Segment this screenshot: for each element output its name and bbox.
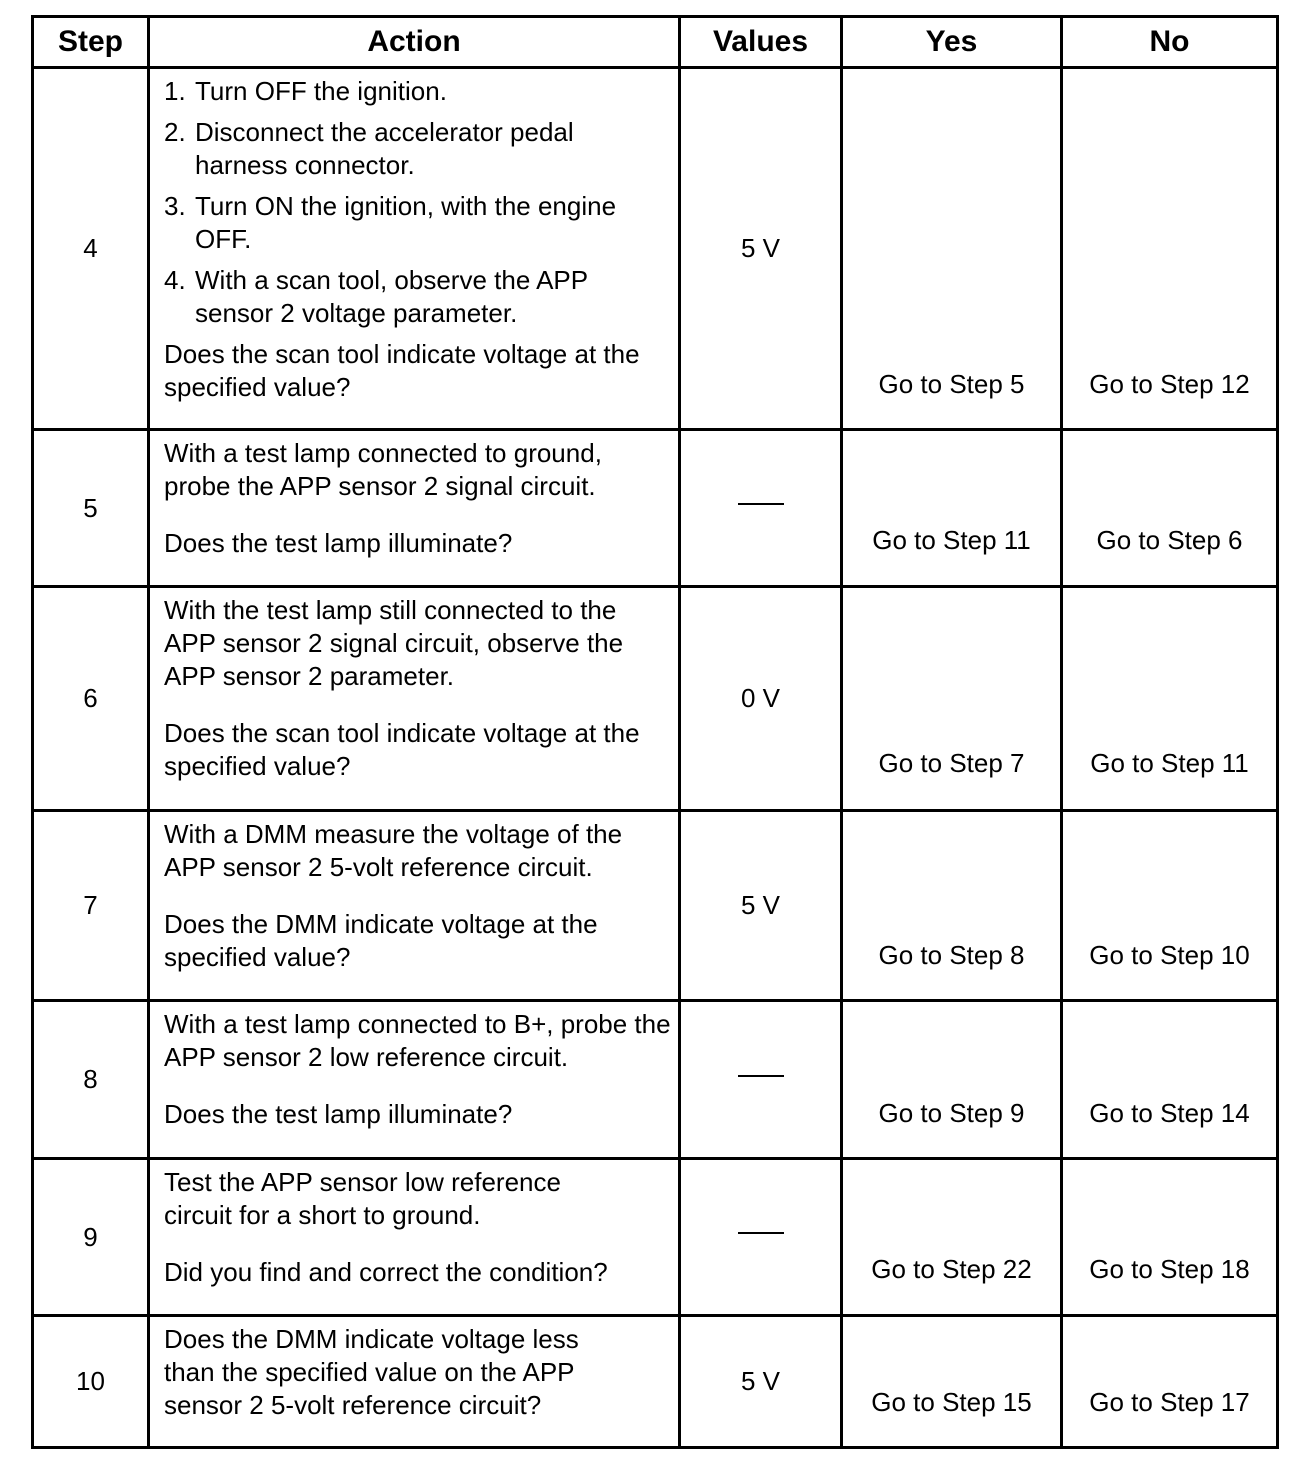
value-cell <box>678 1002 840 1157</box>
action-question: Does the scan tool indicate voltage at the specified value? <box>164 339 640 402</box>
table-row-step-4 <box>34 66 1276 428</box>
value-cell: 5 V <box>678 812 840 999</box>
no-cell: Go to Step 17 <box>1060 1317 1276 1446</box>
action-cell <box>147 69 678 428</box>
header-yes: Yes <box>840 18 1060 66</box>
yes-cell: Go to Step 8 <box>840 812 1060 999</box>
action-question: Does the test lamp illuminate? <box>164 1099 513 1129</box>
no-cell: Go to Step 11 <box>1060 588 1276 809</box>
header-values: Values <box>678 18 840 66</box>
action-text: With a test lamp connected to B+, probe the APP sensor 2 low reference circuit. <box>164 1009 671 1072</box>
step-number: 9 <box>83 1221 98 1252</box>
table-row-step-10 <box>34 1314 1276 1446</box>
empty-value-dash <box>738 1232 784 1234</box>
action-question: Does the test lamp illuminate? <box>164 528 513 558</box>
no-cell: Go to Step 14 <box>1060 1002 1276 1157</box>
value-cell <box>678 1160 840 1314</box>
step-number: 7 <box>83 890 98 920</box>
action-question: Does the scan tool indicate voltage at the specified value? <box>164 718 640 781</box>
value-cell: 0 V <box>678 588 840 809</box>
action-text: Test the APP sensor low reference circuit for a short to ground. <box>164 1167 561 1230</box>
yes-cell: Go to Step 9 <box>840 1002 1060 1157</box>
action-cell <box>147 1160 678 1314</box>
action-list-item: 2. Disconnect the accelerator pedal harness connector. <box>164 117 574 180</box>
value-cell <box>678 431 840 585</box>
table-row-step-6 <box>34 585 1276 809</box>
action-cell <box>147 1002 678 1157</box>
action-list-item: 3. Turn ON the ignition, with the engine OFF. <box>164 191 617 254</box>
table-row-step-9 <box>34 1157 1276 1314</box>
action-text: With the test lamp still connected to the APP sensor 2 signal circuit, observe the APP sensor 2 parameter. <box>164 595 624 691</box>
empty-value-dash <box>738 503 784 505</box>
yes-cell: Go to Step 11 <box>840 431 1060 585</box>
action-cell <box>147 1317 678 1446</box>
header-action: Action <box>147 18 678 66</box>
action-list-item: 1. Turn OFF the ignition. <box>164 76 447 106</box>
yes-cell: Go to Step 7 <box>840 588 1060 809</box>
step-number: 8 <box>83 1064 98 1094</box>
value-cell: 5 V <box>678 1317 840 1446</box>
action-text: With a DMM measure the voltage of the APP sensor 2 5-volt reference circuit. <box>164 819 623 882</box>
no-cell: Go to Step 6 <box>1060 431 1276 585</box>
yes-cell: Go to Step 22 <box>840 1160 1060 1314</box>
action-text: With a test lamp connected to ground, probe the APP sensor 2 signal circuit. <box>164 438 602 501</box>
action-cell <box>147 431 678 585</box>
table-row-step-7 <box>34 809 1276 999</box>
action-cell <box>147 588 678 809</box>
step-number: 5 <box>83 492 98 523</box>
no-cell: Go to Step 10 <box>1060 812 1276 999</box>
action-question: Did you find and correct the condition? <box>164 1257 608 1287</box>
action-cell <box>147 812 678 999</box>
table-row-step-8 <box>34 999 1276 1157</box>
no-cell: Go to Step 18 <box>1060 1160 1276 1314</box>
step-number: 4 <box>83 233 98 263</box>
action-text: Does the DMM indicate voltage less than the specified value on the APP sensor 2 5-volt reference circuit? <box>164 1324 579 1420</box>
step-number: 10 <box>76 1366 105 1396</box>
no-cell: Go to Step 12 <box>1060 69 1276 428</box>
step-number: 6 <box>83 683 98 713</box>
value-cell: 5 V <box>678 69 840 428</box>
table-row-step-5 <box>34 428 1276 585</box>
diagnostic-table <box>31 15 1279 1449</box>
action-list-item: 4. With a scan tool, observe the APP sensor 2 voltage parameter. <box>164 265 588 328</box>
empty-value-dash <box>738 1075 784 1077</box>
header-step: Step <box>57 25 123 58</box>
action-question: Does the DMM indicate voltage at the specified value? <box>164 909 598 972</box>
yes-cell: Go to Step 15 <box>840 1317 1060 1446</box>
header-no: No <box>1060 18 1276 66</box>
table-header-row <box>34 18 1276 66</box>
yes-cell: Go to Step 5 <box>840 69 1060 428</box>
